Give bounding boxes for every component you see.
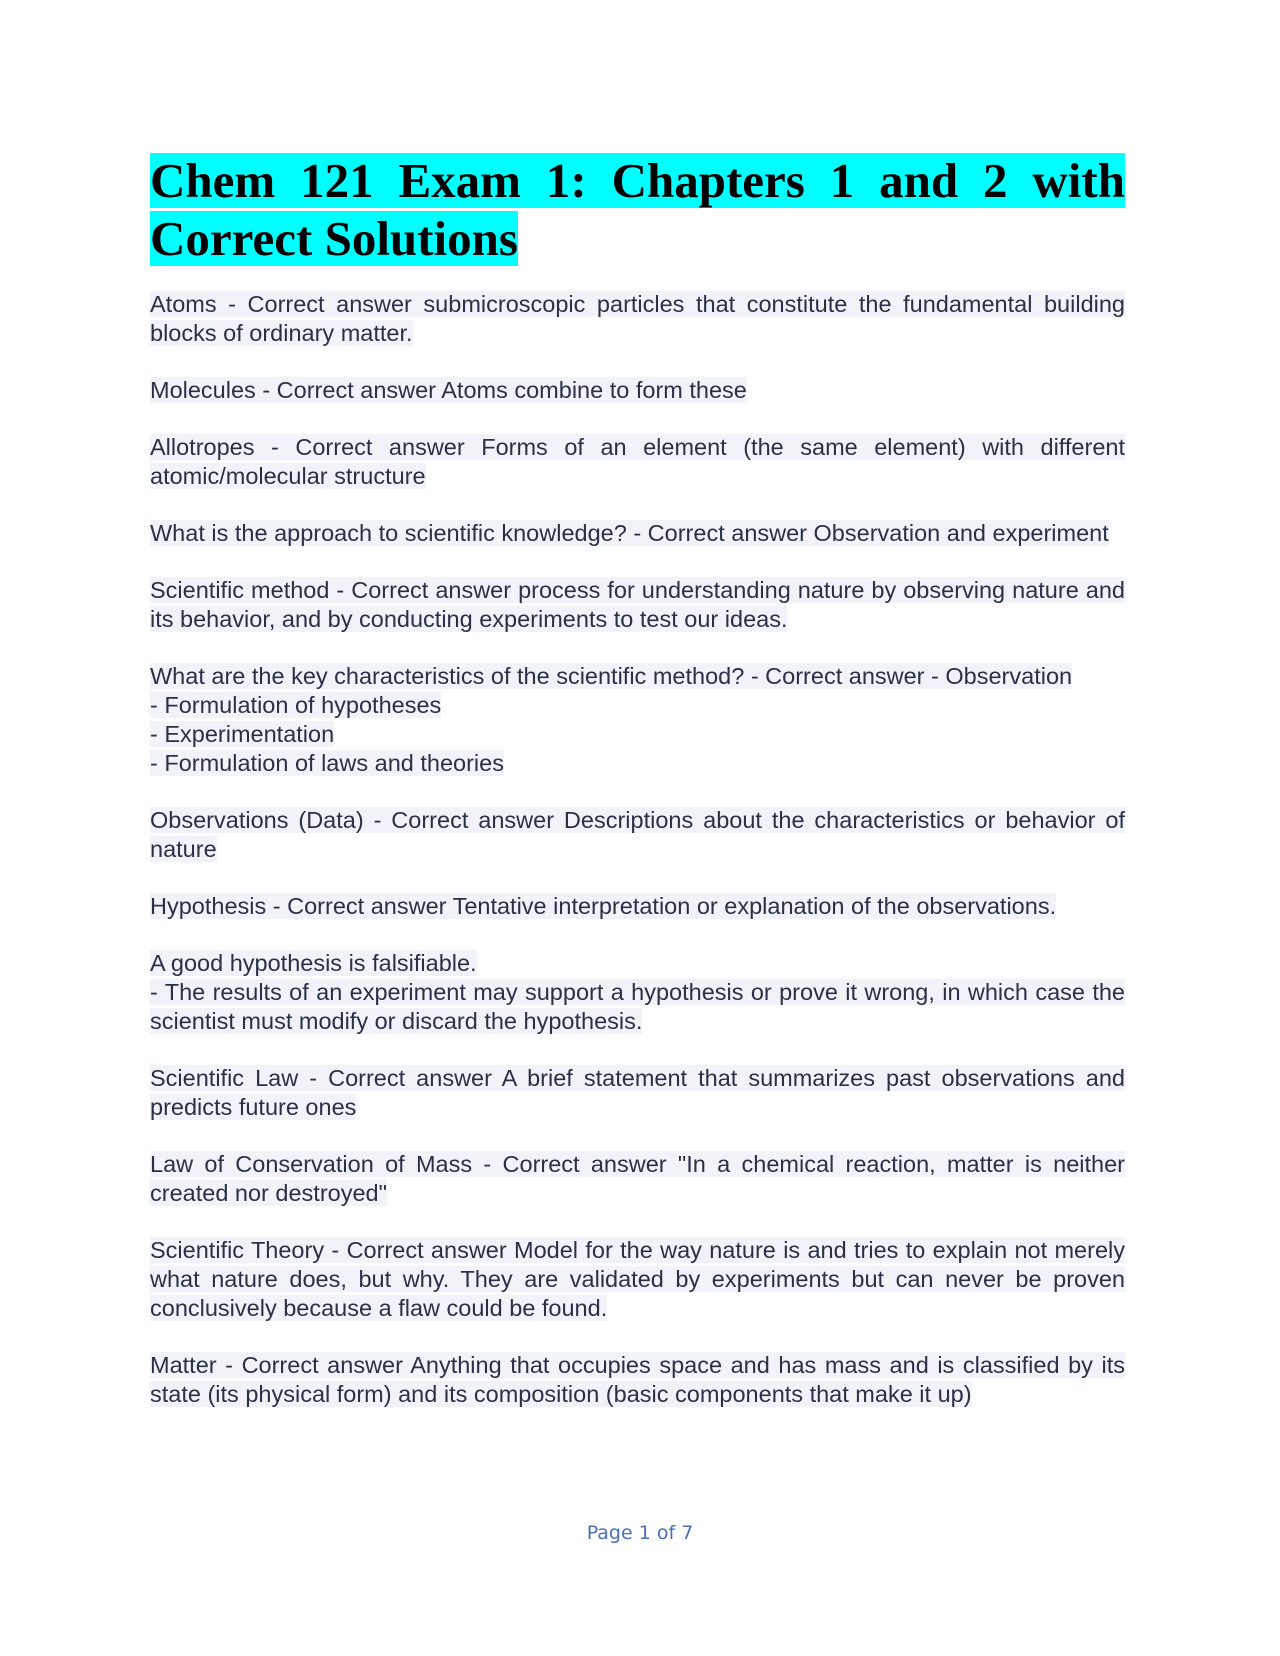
entry-molecules: Molecules - Correct answer Atoms combine to form these (150, 377, 747, 403)
title-text: Chem 121 Exam 1: Chapters 1 and 2 with Correct Solutions (150, 153, 1125, 266)
entry-key-characteristics: What are the key characteristics of the scientific method? - Correct answer - Observation - Formulation of hypotheses - Experimentation - Formulation of laws and theories (150, 662, 1125, 778)
entry-good-hypothesis: A good hypothesis is falsifiable. - The results of an experiment may support a hypothesis or prove it wrong, in which case the scientist must modify or discard the hypothesis. (150, 950, 1125, 1034)
method-step: - Experimentation (150, 721, 335, 747)
entry-atoms: Atoms - Correct answer submicroscopic particles that constitute the fundamental building blocks of ordinary matter. (150, 291, 1125, 346)
entry-scientific-law: Scientific Law - Correct answer A brief statement that summarizes past observations and predicts future ones (150, 1065, 1125, 1120)
method-step: - Formulation of laws and theories (150, 750, 504, 776)
document-page (150, 152, 1125, 1437)
entry-conservation-of-mass: Law of Conservation of Mass - Correct answer "In a chemical reaction, matter is neither created nor destroyed" (150, 1151, 1125, 1206)
entry-hypothesis: Hypothesis - Correct answer Tentative interpretation or explanation of the observations. (150, 893, 1057, 919)
document-title (150, 152, 1125, 268)
entry-approach: What is the approach to scientific knowledge? - Correct answer Observation and experiment (150, 520, 1109, 546)
entry-allotropes: Allotropes - Correct answer Forms of an element (the same element) with different atomic/molecular structure (150, 434, 1125, 489)
page-number: Page 1 of 7 (586, 1522, 694, 1544)
hypothesis-note: - The results of an experiment may support a hypothesis or prove it wrong, in which case the scientist must modify or discard the hypothesis. (150, 979, 1125, 1034)
method-step: - Formulation of hypotheses (150, 692, 442, 718)
entry-matter: Matter - Correct answer Anything that occupies space and has mass and is classified by its state (its physical form) and its composition (basic components that make it up) (150, 1352, 1125, 1407)
entry-observations: Observations (Data) - Correct answer Descriptions about the characteristics or behavior of nature (150, 807, 1125, 862)
entry-scientific-method: Scientific method - Correct answer process for understanding nature by observing nature and its behavior, and by conducting experiments to test our ideas. (150, 577, 1125, 632)
entry-scientific-theory: Scientific Theory - Correct answer Model for the way nature is and tries to explain not merely what nature does, but why. They are validated by experiments but can never be proven conclusively because a flaw could be found. (150, 1237, 1125, 1321)
